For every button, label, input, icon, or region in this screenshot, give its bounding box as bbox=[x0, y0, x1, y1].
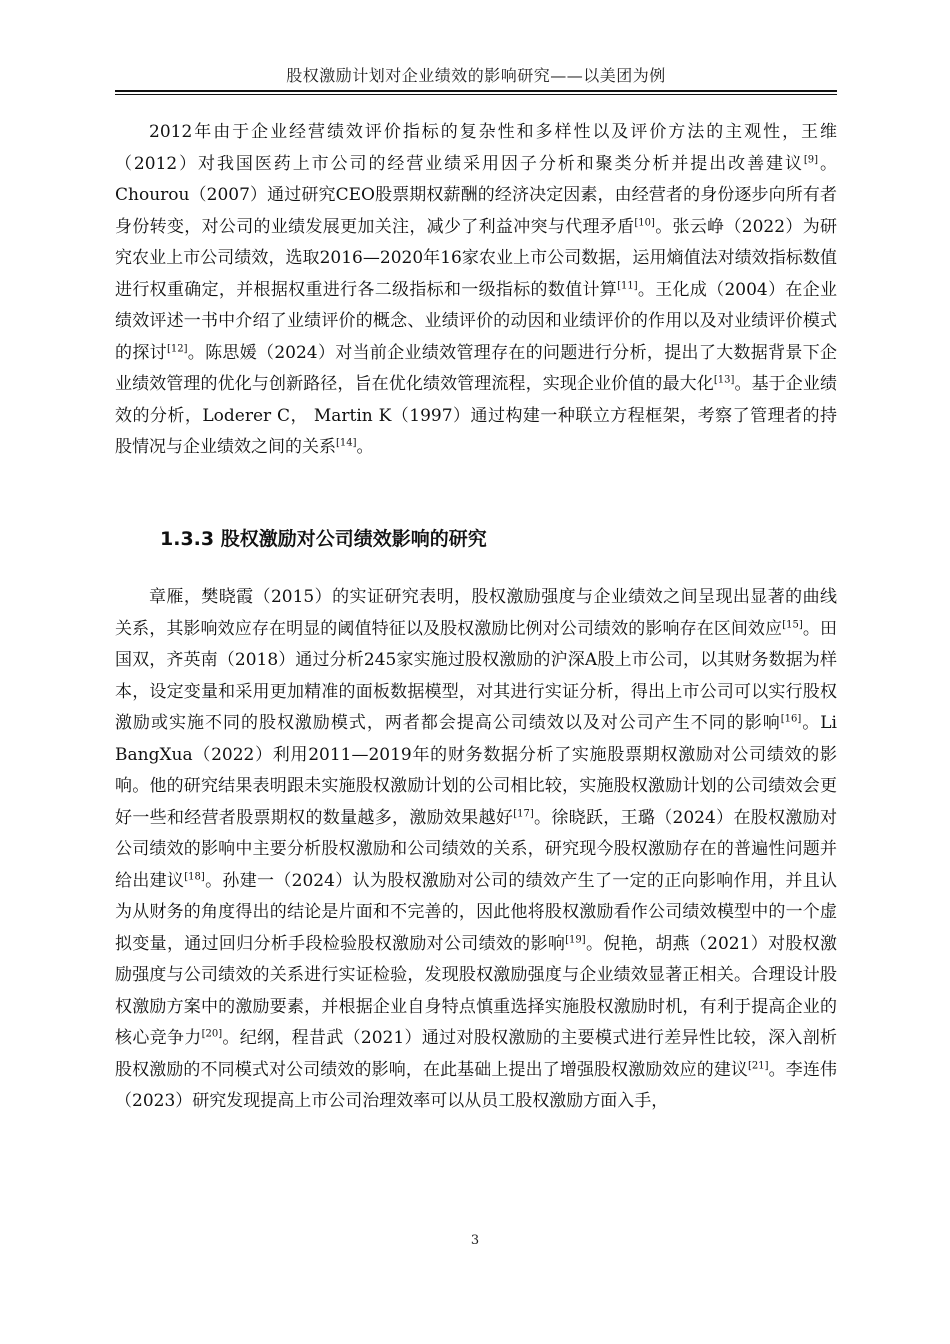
paragraph-2-container bbox=[115, 582, 837, 1118]
text-run: 。基于企业绩效的分析，Loderer C， Martin K（1997）通过构建一种联立方程框架，考察了管理者的持股情况与企业绩效之间的关系 bbox=[115, 374, 838, 457]
text-run: 。王化成（2004）在企业绩效评述一书中介绍了业绩评价的概念、业绩评价的动因和业绩评价的作用以及对业绩评价模式的探讨 bbox=[115, 279, 838, 363]
text-run: 。倪艳，胡燕（2021）对股权激励强度与公司绩效的关系进行实证检验，发现股权激励强度与企业绩效显著正相关。合理设计股权激励方案中的激励要素，并根据企业自身特点慎重选择实施股权激励时机，有利于提高企业的核心竞争力 bbox=[115, 933, 838, 1048]
section-heading: 1.3.3 股权激励对公司绩效影响的研究 bbox=[160, 528, 487, 550]
header-rule-thin bbox=[115, 94, 837, 95]
text-run: 。张云峥（2022）为研究农业上市公司绩效，选取2016—2020年16家农业上市公司数据，运用熵值法对绩效指标数值进行权重确定，并根据权重进行各二级指标和一级指标的数值计算 bbox=[115, 216, 838, 300]
paragraph-1 bbox=[115, 117, 837, 464]
paragraph-2 bbox=[115, 582, 837, 1118]
text-run: 。孙建一（2024）认为股权激励对公司的绩效产生了一定的正向影响作用，并且认为从财务的角度得出的结论是片面和不完善的，因此他将股权激励看作公司绩效模型中的一个虚拟变量，通过回归分析手段检验股权激励对公司绩效的影响 bbox=[115, 870, 838, 954]
citation-ref: [10] bbox=[634, 216, 655, 228]
citation-ref: [15] bbox=[782, 618, 803, 630]
text-run: 。徐晓跃，王璐（2024）在股权激励对公司绩效的影响中主要分析股权激励和公司绩效的关系，研究现今股权激励存在的普遍性问题并给出建议 bbox=[115, 807, 838, 891]
page-number: 3 bbox=[470, 1233, 480, 1248]
text-run: 。陈思媛（2024）对当前企业绩效管理存在的问题进行分析，提出了大数据背景下企业绩效管理的优化与创新路径，旨在优化绩效管理流程，实现企业价值的最大化 bbox=[115, 342, 838, 394]
citation-ref: [21] bbox=[748, 1059, 769, 1071]
text-run: 。纪纲，程昔武（2021）通过对股权激励的主要模式进行差异性比较，深入剖析股权激励的不同模式对公司绩效的影响，在此基础上提出了增强股权激励效应的建议 bbox=[115, 1028, 838, 1080]
citation-ref: [14] bbox=[336, 437, 357, 449]
text-run: 。李连伟（2023）研究发现提高上市公司治理效率可以从员工股权激励方面入手， bbox=[115, 1059, 837, 1111]
citation-ref: [13] bbox=[713, 374, 735, 386]
text-run: 。 bbox=[356, 437, 374, 457]
citation-ref: [9] bbox=[803, 153, 819, 165]
citation-ref: [19] bbox=[565, 933, 586, 945]
citation-ref: [17] bbox=[513, 807, 534, 819]
text-run: 2012年由于企业经营绩效评价指标的复杂性和多样性以及评价方法的主观性，王维（2012）对我国医药上市公司的经营业绩采用因子分析和聚类分析并提出改善建议 bbox=[115, 122, 837, 174]
paragraph-1-container bbox=[115, 117, 837, 464]
text-run: 。Chourou（2007）通过研究CEO股票期权薪酬的经济决定因素，由经营者的身份逐步向所有者身份转变，对公司的业绩发展更加关注，减少了利益冲突与代理矛盾 bbox=[115, 153, 838, 237]
header-rule-thick bbox=[115, 90, 837, 92]
text-run: 。田国双，齐英南（2018）通过分析245家实施过股权激励的沪深A股上市公司，以其财务数据为样本，设定变量和采用更加精准的面板数据模型，对其进行实证分析，得出上市公司可以实行股权激励或实施不同的股权激励模式，两者都会提高公司绩效以及对公司产生不同的影响 bbox=[115, 618, 837, 733]
citation-ref: [20] bbox=[201, 1028, 223, 1040]
citation-ref: [18] bbox=[184, 870, 205, 882]
citation-ref: [11] bbox=[617, 279, 638, 291]
text-run: 。Li BangXua（2022）利用2011—2019年的财务数据分析了实施股票期权激励对公司绩效的影响。他的研究结果表明跟未实施股权激励计划的公司相比较，实施股权激励计划的公司绩效会更好一些和经营者股票期权的数量越多，激励效果越好 bbox=[115, 713, 837, 828]
citation-ref: [12] bbox=[166, 342, 188, 354]
text-run: 章雁，樊晓霞（2015）的实证研究表明，股权激励强度与企业绩效之间呈现出显著的曲线关系，其影响效应存在明显的阈值特征以及股权激励比例对公司绩效的影响存在区间效应 bbox=[115, 587, 837, 639]
running-header: 股权激励计划对企业绩效的影响研究——以美团为例 bbox=[286, 66, 666, 85]
citation-ref: [16] bbox=[780, 713, 802, 725]
